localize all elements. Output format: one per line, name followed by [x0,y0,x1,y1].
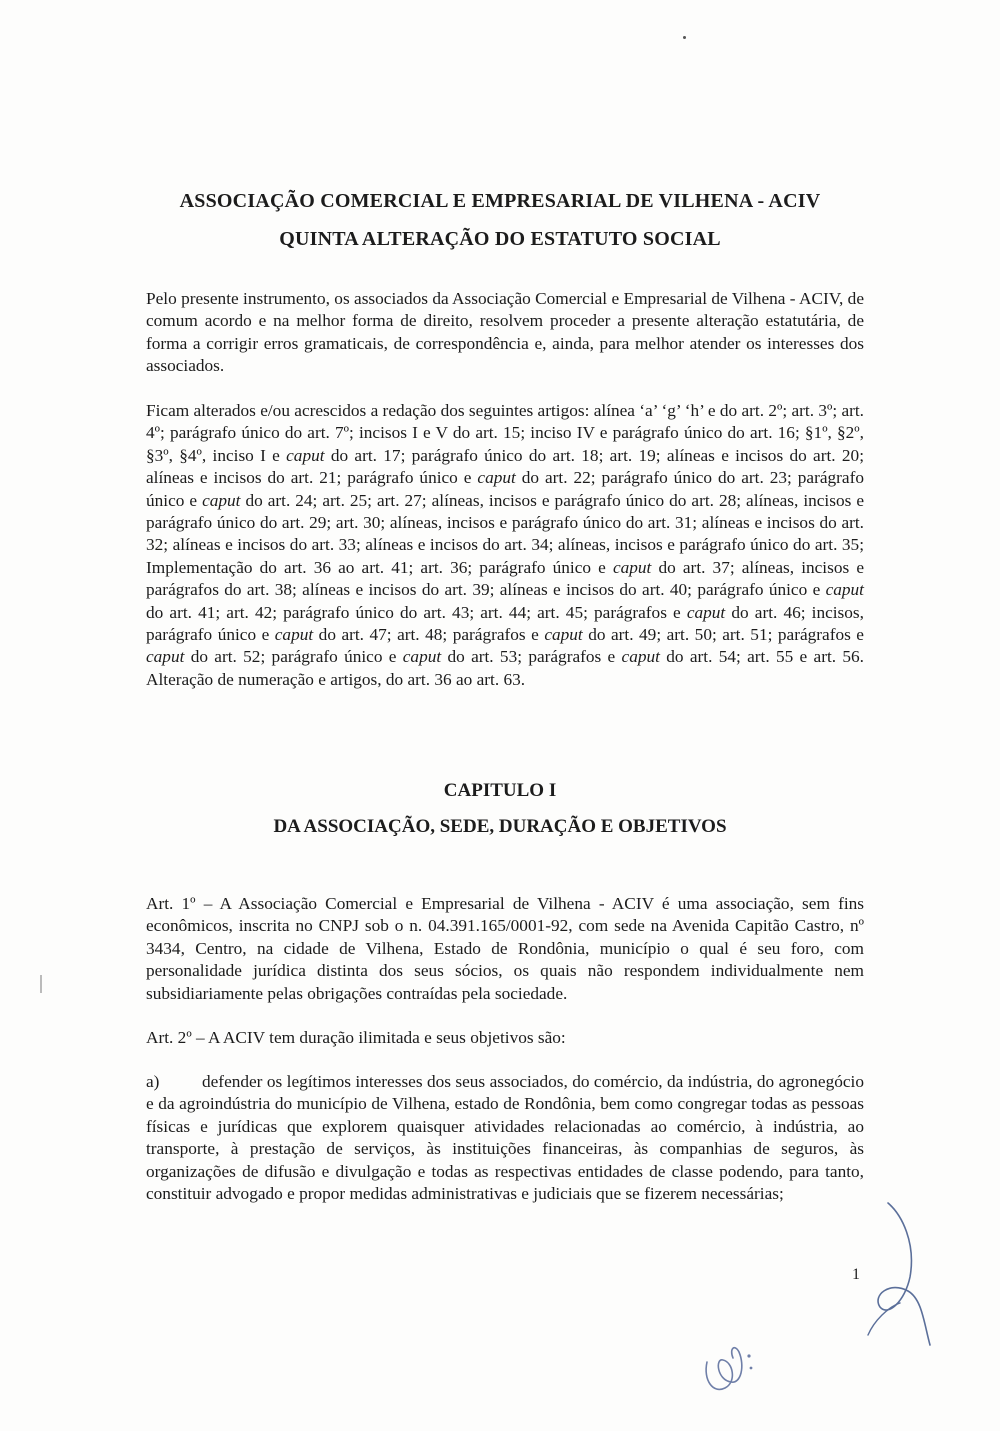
italic-term: caput [202,490,241,510]
italic-term: caput [286,445,325,465]
intro-paragraph: Pelo presente instrumento, os associados da Associação Comercial e Empresarial de Vilhena - ACIV, de comum acordo e na melhor forma de direito, resolvem proceder a presente alteração estatutária, de forma a corrigir erros gramaticais, de correspondência e, ainda, para melhor atender os interesses dos associados. [146,289,864,376]
article-2-item-a [146,1071,864,1205]
italic-term: caput [621,647,660,667]
amendments-text-segment: do art. 52; parágrafo único e [184,647,403,667]
chapter-title: DA ASSOCIAÇÃO, SEDE, DURAÇÃO E OBJETIVOS [273,816,727,837]
handwritten-initials-bottom [695,1322,775,1402]
amendments-paragraph [146,400,864,691]
amendments-text-segment: do art. 24; art. 25; art. 27; alíneas, incisos e parágrafo único do art. 28; alíneas, incisos e parágrafo único do art. 29; art. 30; alíneas, incisos e parágrafo único do art. 31; alíneas e incisos do art. 32; alíneas e incisos do art. 33; alíneas e incisos do art. 34; alíneas, incisos e parágrafo único do art. 35; Implementação do art. 36 ao art. 41; art. 36; parágrafo único e [146,490,864,577]
amendments-text-segment: do art. 54; art. 55 e art. 56. Alteração de numeração e artigos, do art. 36 ao art. 63. [146,647,864,689]
article-1: Art. 1º – A Associação Comercial e Empresarial de Vilhena - ACIV é uma associação, sem fins econômicos, inscrita no CNPJ sob o n. 04.391.165/0001-92, com sede na Avenida Capitão Castro, nº 3434, Centro, na cidade de Vilhena, Estado de Rondônia, município o qual é seu foro, com personalidade jurídica distinta dos seus sócios, os quais não respondem individualmente nem subsidiariamente pelas obrigações contraídas pela sociedade. [146,894,864,1003]
italic-term: caput [402,647,442,667]
document-subtitle: QUINTA ALTERAÇÃO DO ESTATUTO SOCIAL [279,228,721,250]
amendments-text-segment: do art. 49; art. 50; art. 51; parágrafos e [582,625,864,645]
italic-term: caput [825,580,864,600]
item-a-text: defender os legítimos interesses dos seus associados, do comércio, da indústria, do agronegócio e da agroindústria do município de Vilhena, estado de Rondônia, bem como congregar todas as pessoas físicas e jurídicas que explorem quaisquer atividades relacionadas ao comércio, à indústria, ao transporte, à prestação de serviços, às instituições financeiras, às companhias de seguros, às organizações de difusão e divulgação e todas as respectivas entidades de classe podendo, para tanto, constituir advogado e propor medidas administrativas e judiciais que se fizerem necessárias; [146,1072,864,1204]
amendments-text-segment: do art. 47; art. 48; parágrafos e [313,625,545,645]
amendments-text-segment: do art. 37; alíneas, incisos e parágrafos do art. 38; alíneas e incisos do art. 39; alíneas e incisos do art. 40; parágrafo único e [146,557,864,600]
document-title: ASSOCIAÇÃO COMERCIAL E EMPRESARIAL DE VILHENA - ACIV [179,190,821,212]
italic-term: caput [477,468,516,488]
amendments-text-segment: do art. 41; art. 42; parágrafo único do art. 43; art. 44; art. 45; parágrafos e [146,602,687,622]
italic-term: caput [544,625,583,645]
amendments-text-segment: do art. 46; incisos, parágrafo único e [146,602,864,645]
italic-term: caput [612,557,652,577]
italic-term: caput [686,602,726,622]
amendments-text-segment: do art. 53; parágrafos e [441,647,622,667]
item-a-letter: a) [146,1072,160,1091]
article-2: Art. 2º – A ACIV tem duração ilimitada e seus objetivos são: [146,1028,566,1047]
italic-term: caput [274,625,314,645]
scan-speck [683,36,686,39]
italic-term: caput [146,647,185,667]
scan-speck [40,975,42,993]
page-number: 1 [852,1266,860,1283]
amendments-text-segment: do art. 22; parágrafo único do art. 23; parágrafo único e [146,468,864,510]
chapter-label: CAPITULO I [443,780,557,801]
handwritten-signature-right [850,1195,940,1355]
amendments-text-segment: Ficam alterados e/ou acrescidos a redação dos seguintes artigos: alínea ‘a’ ‘g’ ‘h’ e do art. 2º; art. 3º; art. 4º; parágrafo único do art. 7º; incisos I e V do art. 15; inciso IV e parágrafo único do art. 16; §1º, §2º, §3º, §4º, inciso I e [146,401,864,465]
amendments-text-segment: do art. 17; parágrafo único do art. 18; art. 19; alíneas e incisos do art. 20; alíneas e incisos do art. 21; parágrafo único e [146,445,864,488]
